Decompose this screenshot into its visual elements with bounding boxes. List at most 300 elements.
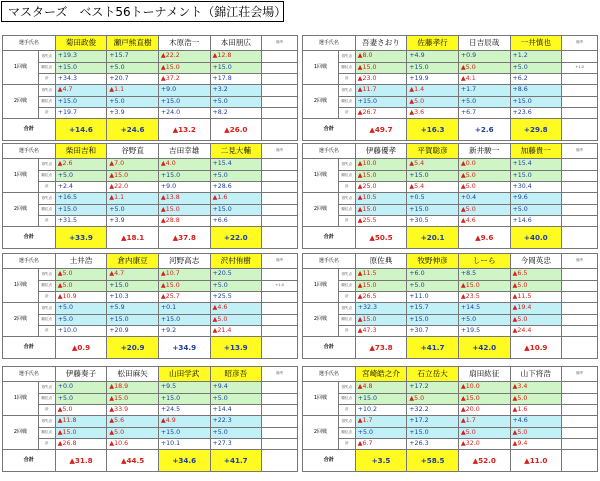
row-label: 得失点 <box>338 382 355 393</box>
score-cell: ▲11.8 <box>55 416 107 427</box>
score-cell: ▲4.9 <box>158 416 210 427</box>
score-cell: +15.0 <box>107 314 159 325</box>
score-cell: ▲47.3 <box>355 325 407 336</box>
score-cell: +0.9 <box>458 51 510 62</box>
score-cell: ▲15.0 <box>355 314 407 325</box>
score-cell: ▲18.9 <box>107 382 159 393</box>
note-cell <box>262 438 298 449</box>
score-cell: +15.0 <box>158 314 210 325</box>
row-label: 得失点 <box>38 382 55 393</box>
score-cell: ▲4.1 <box>458 73 510 84</box>
score-cell: +20.9 <box>107 325 159 336</box>
player-name: 柴田吉和 <box>55 144 107 159</box>
row-label: 得失点 <box>338 193 355 204</box>
score-cell: ▲15.0 <box>107 393 159 404</box>
score-cell: +9.5 <box>158 382 210 393</box>
score-cell: ▲5.0 <box>510 427 562 438</box>
score-cell: +32.3 <box>355 303 407 314</box>
score-cell: +30.5 <box>407 215 459 226</box>
row-label: 計 <box>38 181 55 192</box>
row-label: 順位点 <box>338 314 355 325</box>
score-cell: +8.6 <box>510 85 562 96</box>
note-cell <box>562 269 598 280</box>
note-cell <box>262 393 298 404</box>
note-cell <box>562 159 598 170</box>
total-score: ▲37.8 <box>158 227 210 249</box>
score-cell: +6.2 <box>510 73 562 84</box>
score-cell: ▲37.2 <box>158 73 210 84</box>
group-table <box>2 253 298 359</box>
row-label: 計 <box>38 107 55 118</box>
score-cell: +19.7 <box>55 107 107 118</box>
note-header: 備考 <box>562 254 598 269</box>
score-cell: ▲4.0 <box>158 159 210 170</box>
score-cell: ▲9.4 <box>510 438 562 449</box>
total-note <box>262 337 298 359</box>
score-cell: +5.0 <box>210 280 262 291</box>
score-cell: +19.5 <box>458 325 510 336</box>
player-name: 石立岳大 <box>407 367 459 382</box>
score-cell: ▲4.8 <box>355 382 407 393</box>
row-label: 得失点 <box>338 159 355 170</box>
note-cell <box>562 170 598 181</box>
row-label: 計 <box>38 404 55 415</box>
player-header: 選手氏名 <box>3 144 56 159</box>
total-score: +14.6 <box>55 119 107 141</box>
score-cell: +15.0 <box>158 96 210 107</box>
score-cell: ▲15.0 <box>355 170 407 181</box>
score-cell: ▲3.4 <box>510 382 562 393</box>
player-header: 選手氏名 <box>303 254 356 269</box>
score-cell: +15.0 <box>55 96 107 107</box>
group-table <box>302 35 598 141</box>
score-cell: +14.6 <box>510 215 562 226</box>
total-score: +34.9 <box>158 337 210 359</box>
player-name: 土井浩 <box>55 254 107 269</box>
score-cell: ▲15.0 <box>158 62 210 73</box>
round-label: 1回戦 <box>303 159 339 193</box>
player-name: 本田朋広 <box>210 36 262 51</box>
row-label: 得失点 <box>38 193 55 204</box>
player-name: しーら <box>458 254 510 269</box>
note-cell: +1.0 <box>562 62 598 73</box>
note-header: 備考 <box>562 36 598 51</box>
total-score: +29.8 <box>510 119 562 141</box>
player-name: 新井駿一 <box>458 144 510 159</box>
note-cell <box>562 73 598 84</box>
note-cell <box>562 393 598 404</box>
score-cell: +15.0 <box>355 393 407 404</box>
round-label: 1回戦 <box>303 51 339 85</box>
score-cell: ▲5.0 <box>510 314 562 325</box>
page-title: マスターズ ベスト56トーナメント（錦江荘会場） <box>1 1 284 22</box>
total-label: 合計 <box>3 337 56 359</box>
round-label: 2回戦 <box>3 303 39 337</box>
note-cell <box>562 181 598 192</box>
note-cell <box>262 62 298 73</box>
total-score: +58.5 <box>407 450 459 472</box>
score-cell: +6.0 <box>407 269 459 280</box>
score-cell: +17.2 <box>407 382 459 393</box>
score-cell: ▲10.9 <box>55 291 107 302</box>
score-cell: +5.0 <box>458 96 510 107</box>
round-label: 2回戦 <box>303 303 339 337</box>
player-name: 山下将浩 <box>510 367 562 382</box>
score-cell: ▲5.4 <box>407 159 459 170</box>
row-label: 順位点 <box>338 62 355 73</box>
score-cell: +24.5 <box>158 404 210 415</box>
score-cell: ▲6.7 <box>355 438 407 449</box>
round-label: 1回戦 <box>3 382 39 416</box>
score-cell: +1.2 <box>510 51 562 62</box>
score-cell: +0.4 <box>458 193 510 204</box>
note-cell <box>562 416 598 427</box>
player-name: 昭彦吾 <box>210 367 262 382</box>
score-cell: ▲5.0 <box>510 393 562 404</box>
score-cell: +15.0 <box>158 427 210 438</box>
score-cell: +31.5 <box>55 215 107 226</box>
score-cell: +32.2 <box>407 404 459 415</box>
player-name: 平賀聡彦 <box>407 144 459 159</box>
score-cell: +23.6 <box>510 107 562 118</box>
player-header: 選手氏名 <box>303 144 356 159</box>
score-cell: +5.0 <box>355 427 407 438</box>
score-cell: ▲5.6 <box>107 416 159 427</box>
row-label: 計 <box>338 73 355 84</box>
score-cell: +0.0 <box>55 382 107 393</box>
total-score: +24.6 <box>107 119 159 141</box>
player-name: 木原浩一 <box>158 36 210 51</box>
score-cell: +5.0 <box>510 62 562 73</box>
note-cell <box>262 382 298 393</box>
row-label: 順位点 <box>38 393 55 404</box>
score-cell: +4.9 <box>407 51 459 62</box>
total-score: +34.6 <box>158 450 210 472</box>
note-header: 備考 <box>562 144 598 159</box>
group-table <box>302 143 598 249</box>
note-header: 備考 <box>262 254 298 269</box>
note-cell <box>562 193 598 204</box>
player-name: 吾妻さおり <box>355 36 407 51</box>
total-score: ▲0.9 <box>55 337 107 359</box>
score-cell: ▲22.2 <box>158 51 210 62</box>
score-cell: +24.0 <box>158 107 210 118</box>
total-score: ▲44.5 <box>107 450 159 472</box>
note-cell <box>562 107 598 118</box>
player-name: 山田学武 <box>158 367 210 382</box>
score-cell: ▲25.7 <box>158 291 210 302</box>
total-score: +2.6 <box>458 119 510 141</box>
note-header: 備考 <box>262 367 298 382</box>
note-cell <box>262 107 298 118</box>
player-name: 河野高志 <box>158 254 210 269</box>
total-score: ▲50.5 <box>355 227 407 249</box>
player-name: 瀬戸熊直樹 <box>107 36 159 51</box>
score-cell: +15.0 <box>158 170 210 181</box>
note-cell <box>262 170 298 181</box>
note-cell <box>262 291 298 302</box>
total-note <box>562 337 598 359</box>
score-cell: +9.6 <box>510 193 562 204</box>
round-label: 2回戦 <box>303 85 339 119</box>
score-cell: +5.0 <box>55 314 107 325</box>
total-score: ▲31.8 <box>55 450 107 472</box>
row-label: 計 <box>338 107 355 118</box>
score-cell: +5.0 <box>107 62 159 73</box>
row-label: 得失点 <box>38 303 55 314</box>
note-cell <box>262 73 298 84</box>
note-cell <box>562 382 598 393</box>
score-cell: ▲5.0 <box>107 427 159 438</box>
note-cell <box>262 325 298 336</box>
score-cell: +10.1 <box>158 438 210 449</box>
row-label: 順位点 <box>338 204 355 215</box>
player-name: 谷野直 <box>107 144 159 159</box>
total-score: ▲10.9 <box>510 337 562 359</box>
note-cell <box>262 85 298 96</box>
score-cell: +10.0 <box>55 325 107 336</box>
score-cell: +15.7 <box>107 51 159 62</box>
total-label: 合計 <box>3 227 56 249</box>
row-label: 計 <box>338 215 355 226</box>
score-cell: ▲10.7 <box>158 269 210 280</box>
player-name: 二見大輔 <box>210 144 262 159</box>
score-cell: ▲4.6 <box>458 215 510 226</box>
score-cell: ▲10.0 <box>458 382 510 393</box>
score-cell: ▲5.0 <box>458 427 510 438</box>
row-label: 計 <box>338 438 355 449</box>
player-header: 選手氏名 <box>303 367 356 382</box>
total-score: ▲9.6 <box>458 227 510 249</box>
score-cell: +10.2 <box>355 404 407 415</box>
score-cell: ▲1.6 <box>210 193 262 204</box>
player-header: 選手氏名 <box>3 254 56 269</box>
player-header: 選手氏名 <box>3 367 56 382</box>
player-name: 今岡英忠 <box>510 254 562 269</box>
score-cell: ▲1.1 <box>107 193 159 204</box>
score-cell: ▲25.0 <box>355 181 407 192</box>
total-label: 合計 <box>303 227 356 249</box>
total-score: +20.1 <box>407 227 459 249</box>
round-label: 2回戦 <box>3 85 39 119</box>
player-name: 原佐典 <box>355 254 407 269</box>
row-label: 得失点 <box>38 159 55 170</box>
score-cell: ▲2.6 <box>55 159 107 170</box>
round-label: 2回戦 <box>303 193 339 227</box>
score-cell: +14.5 <box>458 303 510 314</box>
total-label: 合計 <box>303 450 356 472</box>
total-score: +22.0 <box>210 227 262 249</box>
score-cell: +22.3 <box>210 416 262 427</box>
score-cell: ▲1.6 <box>510 404 562 415</box>
score-cell: +15.0 <box>407 204 459 215</box>
score-cell: +4.6 <box>510 416 562 427</box>
score-cell: +8.5 <box>458 269 510 280</box>
score-cell: +34.3 <box>55 73 107 84</box>
score-cell: +15.0 <box>107 280 159 291</box>
score-cell: +15.0 <box>355 96 407 107</box>
score-cell: ▲3.6 <box>407 107 459 118</box>
note-header: 備考 <box>562 367 598 382</box>
row-label: 得失点 <box>338 303 355 314</box>
score-cell: +5.0 <box>210 393 262 404</box>
score-cell: +20.7 <box>107 73 159 84</box>
score-cell: +5.0 <box>510 204 562 215</box>
total-label: 合計 <box>303 337 356 359</box>
player-name: 吉田幸雄 <box>158 144 210 159</box>
score-cell: +6.6 <box>210 215 262 226</box>
score-cell: ▲1.1 <box>107 85 159 96</box>
score-cell: +15.0 <box>210 204 262 215</box>
score-cell: +5.0 <box>210 96 262 107</box>
player-name: 松田麻矢 <box>107 367 159 382</box>
score-cell: +5.0 <box>55 303 107 314</box>
total-note <box>562 119 598 141</box>
score-cell: ▲8.0 <box>355 51 407 62</box>
note-cell <box>262 314 298 325</box>
score-cell: +15.0 <box>210 62 262 73</box>
total-label: 合計 <box>3 119 56 141</box>
group-table <box>2 143 298 249</box>
note-cell <box>562 96 598 107</box>
round-label: 1回戦 <box>303 269 339 303</box>
total-score: ▲11.0 <box>510 450 562 472</box>
score-cell: ▲4.7 <box>55 85 107 96</box>
score-cell: +15.0 <box>407 170 459 181</box>
score-cell: +15.0 <box>407 427 459 438</box>
score-cell: ▲32.0 <box>458 438 510 449</box>
total-note <box>562 227 598 249</box>
row-label: 順位点 <box>338 280 355 291</box>
score-cell: +27.3 <box>210 438 262 449</box>
group-table <box>302 366 598 472</box>
row-label: 順位点 <box>38 204 55 215</box>
score-cell: +17.8 <box>210 73 262 84</box>
note-cell <box>262 215 298 226</box>
score-cell: ▲26.5 <box>355 291 407 302</box>
row-label: 得失点 <box>38 51 55 62</box>
score-cell: ▲26.8 <box>55 438 107 449</box>
score-cell: ▲5.0 <box>55 280 107 291</box>
score-cell: ▲15.0 <box>355 62 407 73</box>
score-cell: ▲4.6 <box>210 303 262 314</box>
player-name: 沢村侑樹 <box>210 254 262 269</box>
score-cell: ▲11.7 <box>355 85 407 96</box>
row-label: 計 <box>338 181 355 192</box>
note-cell <box>262 416 298 427</box>
note-cell <box>562 438 598 449</box>
score-cell: ▲5.0 <box>55 404 107 415</box>
score-cell: +5.0 <box>55 393 107 404</box>
score-cell: +5.0 <box>107 204 159 215</box>
note-cell <box>262 404 298 415</box>
note-cell <box>562 204 598 215</box>
player-name: 扇田紘征 <box>458 367 510 382</box>
note-cell <box>262 204 298 215</box>
score-cell: +5.0 <box>407 280 459 291</box>
row-label: 得失点 <box>338 416 355 427</box>
note-cell <box>262 159 298 170</box>
total-score: +20.9 <box>107 337 159 359</box>
score-cell: +15.0 <box>510 96 562 107</box>
row-label: 計 <box>338 291 355 302</box>
score-cell: +26.3 <box>407 438 459 449</box>
player-name: 菊田政俊 <box>55 36 107 51</box>
row-label: 得失点 <box>338 269 355 280</box>
total-score: +41.7 <box>210 450 262 472</box>
row-label: 得失点 <box>338 85 355 96</box>
total-label: 合計 <box>3 450 56 472</box>
score-cell: ▲28.8 <box>158 215 210 226</box>
player-name: 牧野伸彦 <box>407 254 459 269</box>
score-cell: ▲15.0 <box>55 427 107 438</box>
score-cell: +8.2 <box>210 107 262 118</box>
row-label: 計 <box>338 404 355 415</box>
total-score: ▲73.8 <box>355 337 407 359</box>
row-label: 計 <box>38 291 55 302</box>
score-cell: +5.9 <box>107 303 159 314</box>
total-score: +13.9 <box>210 337 262 359</box>
total-note <box>262 119 298 141</box>
player-name: 加藤貴一 <box>510 144 562 159</box>
total-score: ▲13.2 <box>158 119 210 141</box>
total-score: +16.3 <box>407 119 459 141</box>
score-cell: ▲5.0 <box>210 314 262 325</box>
score-cell: +15.0 <box>510 170 562 181</box>
score-cell: ▲5.0 <box>407 96 459 107</box>
score-cell: +3.9 <box>107 107 159 118</box>
score-cell: +6.7 <box>458 107 510 118</box>
score-cell: ▲15.0 <box>107 170 159 181</box>
score-cell: ▲23.5 <box>458 291 510 302</box>
row-label: 得失点 <box>338 51 355 62</box>
score-cell: +15.0 <box>55 204 107 215</box>
score-cell: +5.0 <box>55 170 107 181</box>
score-cell: +25.5 <box>210 291 262 302</box>
note-cell <box>562 404 598 415</box>
row-label: 得失点 <box>38 85 55 96</box>
score-cell: +30.7 <box>407 325 459 336</box>
score-cell: ▲20.0 <box>458 404 510 415</box>
score-cell: ▲23.0 <box>355 73 407 84</box>
note-header: 備考 <box>262 36 298 51</box>
score-cell: ▲13.8 <box>158 193 210 204</box>
note-cell <box>562 291 598 302</box>
note-cell <box>562 303 598 314</box>
player-name: 日吉辰哉 <box>458 36 510 51</box>
note-cell <box>562 314 598 325</box>
total-score: ▲49.7 <box>355 119 407 141</box>
round-label: 1回戦 <box>3 51 39 85</box>
score-cell: ▲21.4 <box>210 325 262 336</box>
row-label: 得失点 <box>38 269 55 280</box>
score-cell: ▲5.0 <box>55 269 107 280</box>
note-cell <box>562 51 598 62</box>
total-score: ▲52.0 <box>458 450 510 472</box>
total-note <box>262 450 298 472</box>
total-score: +40.0 <box>510 227 562 249</box>
score-cell: ▲15.0 <box>458 393 510 404</box>
score-cell: ▲24.4 <box>510 325 562 336</box>
score-cell: ▲1.4 <box>407 85 459 96</box>
round-label: 1回戦 <box>3 159 39 193</box>
total-label: 合計 <box>303 119 356 141</box>
score-cell: ▲15.0 <box>355 204 407 215</box>
score-cell: +30.4 <box>510 181 562 192</box>
round-label: 2回戦 <box>3 416 39 450</box>
score-cell: +19.3 <box>55 51 107 62</box>
score-cell: +20.5 <box>210 269 262 280</box>
